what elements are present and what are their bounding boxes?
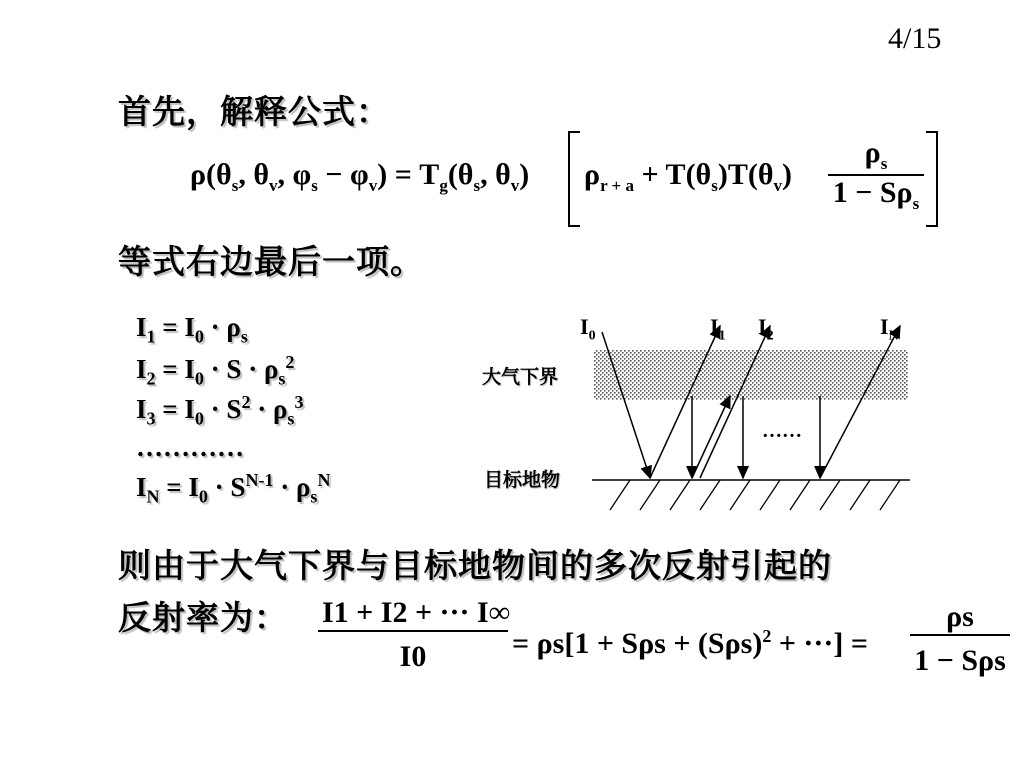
heading-multiple-reflection: 则由于大气下界与目标地物间的多次反射引起的 [118, 546, 832, 585]
page-number: 4/15 [888, 22, 942, 55]
formula1-part: + T(θ [634, 158, 712, 191]
diagram-label-target: 目标地物 [484, 469, 561, 491]
formula2-part: + ···] = [771, 627, 869, 660]
formula1-sub: r + a [600, 176, 634, 195]
formula1-fraction [828, 136, 924, 214]
formula-multiple-reflectance [318, 596, 511, 674]
formula1-sub: s [711, 176, 718, 195]
formula2-rhs [512, 626, 868, 661]
label-i0: $I_0$ [580, 314, 596, 344]
formula1-part: ρ [864, 136, 881, 169]
heading-last-term: 等式右边最后一项。 [118, 242, 424, 281]
formula2-sup: 2 [762, 626, 772, 646]
formula1-sub: s [231, 176, 239, 195]
formula1-part: )T(θ [717, 158, 774, 191]
series-line-1: $I_1 = I_0 \cdot \rho_s$ [136, 312, 248, 347]
formula1-sub: v [368, 176, 378, 195]
formula1-part: , θ [480, 158, 511, 191]
series-line-2: $I_2 = I_0 \cdot S \cdot \rho_s^2$ [136, 352, 295, 389]
series-line-3: $I_3 = I_0 \cdot S^2 \cdot \rho_s^3$ [136, 392, 304, 429]
formula1-part: 1 − Sρ [832, 176, 913, 209]
formula2-denominator: I0 [318, 630, 508, 674]
formula1-right-bracket [926, 131, 938, 227]
label-i2: $I_2$ [758, 314, 774, 344]
diagram-label-atmosphere-boundary: 大气下界 [482, 366, 559, 388]
label-i1: $I_1$ [710, 314, 726, 344]
atmosphere-band [594, 350, 908, 400]
formula1-sub: v [269, 176, 278, 195]
formula1-part: ) = T [377, 158, 440, 191]
formula1-sub: s [311, 176, 318, 195]
series-line-n: $I_N = I_0 \cdot S^{N-1} \cdot \rho_s^N$ [136, 470, 331, 507]
formula1-sub: s [880, 154, 888, 173]
series-line-ellipsis: ………… [136, 432, 244, 462]
diagram-ellipsis: …… [762, 420, 802, 442]
ground-hatching [610, 480, 900, 510]
formula1-part: , θ [238, 158, 270, 191]
formula1-left-bracket [568, 131, 580, 227]
formula1-part: ) [519, 158, 530, 191]
formula1-sub: s [912, 194, 920, 213]
formula1-sub: v [773, 176, 782, 195]
heading-intro: 首先，解释公式： [118, 92, 390, 131]
heading-reflectance-is: 反射率为： [118, 598, 288, 637]
multiple-reflection-diagram [580, 310, 920, 520]
formula2-numerator: I1 + I2 + ··· I∞ [322, 596, 511, 629]
formula1-part: − φ [317, 158, 369, 191]
formula1-bracket-content [584, 158, 792, 196]
formula2-fraction [910, 600, 1010, 678]
formula1-sub: v [510, 176, 520, 195]
formula2-frac-den: 1 − Sρs [910, 634, 1010, 678]
formula1-sub: g [439, 176, 448, 195]
formula2-part: = ρs[1 + Sρs + (Sρs) [512, 627, 763, 660]
formula1-part: ) [782, 158, 792, 191]
label-in: $I_N$ [880, 314, 899, 344]
formula1-lhs: ρ(θ [190, 158, 232, 191]
formula2-frac-num: ρs [946, 600, 974, 633]
light-rays [602, 326, 900, 478]
formula1-sub: s [473, 176, 481, 195]
formula1-part: , φ [277, 158, 312, 191]
formula1-part: (θ [447, 158, 474, 191]
formula-reflectance [190, 158, 529, 196]
formula1-part: ρ [584, 158, 601, 191]
